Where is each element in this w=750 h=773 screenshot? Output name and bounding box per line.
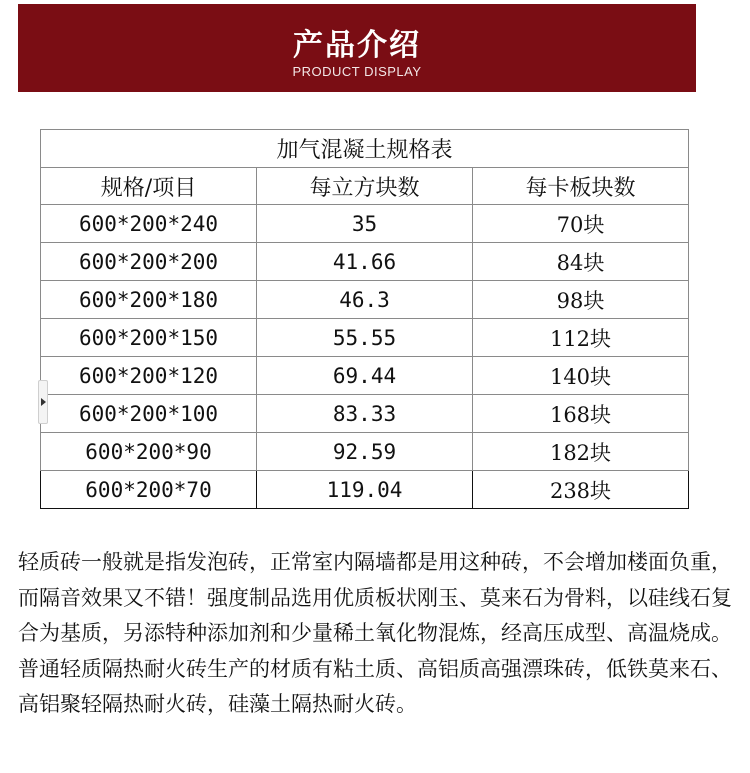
table-row [41,319,689,357]
cell-spec: 600*200*120 [41,357,257,395]
table-row [41,243,689,281]
column-header-per-cubic: 每立方块数 [257,168,473,205]
page-subtitle: PRODUCT DISPLAY [292,64,422,79]
spec-table [40,129,689,509]
cell-per-pallet: 84块 [473,243,689,281]
table-row [41,281,689,319]
page-title: 产品介绍 [293,28,421,63]
cell-per-cubic: 35 [257,205,473,243]
cell-spec: 600*200*200 [41,243,257,281]
cell-per-cubic: 55.55 [257,319,473,357]
cell-per-cubic: 46.3 [257,281,473,319]
column-header-spec: 规格/项目 [41,168,257,205]
cell-spec: 600*200*150 [41,319,257,357]
cell-per-pallet: 70块 [473,205,689,243]
cell-spec: 600*200*240 [41,205,257,243]
table-row [41,433,689,471]
cell-per-pallet: 98块 [473,281,689,319]
cell-per-pallet: 140块 [473,357,689,395]
product-description: 轻质砖一般就是指发泡砖，正常室内隔墙都是用这种砖，不会增加楼面负重，而隔音效果又不错！强度制品选用优质板状刚玉、莫来石为骨料，以硅线石复合为基质，另添特种添加剂和少量稀土氧化物混炼，经高压成型、高温烧成。普通轻质隔热耐火砖生产的材质有粘土质、高铝质高强漂珠砖，低铁莫来石、高铝聚轻隔热耐火砖，硅藻土隔热耐火砖。 [18,550,732,716]
column-header-per-pallet: 每卡板块数 [473,168,689,205]
cell-per-cubic: 41.66 [257,243,473,281]
cell-spec: 600*200*180 [41,281,257,319]
cell-spec: 600*200*70 [41,471,257,509]
cell-spec: 600*200*100 [41,395,257,433]
cell-per-cubic: 69.44 [257,357,473,395]
cell-spec: 600*200*90 [41,433,257,471]
cell-per-pallet: 238块 [473,471,689,509]
cell-per-pallet: 182块 [473,433,689,471]
table-row [41,205,689,243]
cell-per-cubic: 119.04 [257,471,473,509]
table-header-row [41,168,689,205]
table-row [41,395,689,433]
table-row [41,357,689,395]
table-caption: 加气混凝土规格表 [41,130,689,168]
side-expand-handle[interactable] [38,380,48,424]
cell-per-cubic: 92.59 [257,433,473,471]
cell-per-pallet: 168块 [473,395,689,433]
cell-per-pallet: 112块 [473,319,689,357]
caret-right-icon [41,398,46,406]
table-row [41,471,689,509]
header-banner [18,4,696,92]
table-caption-row [41,130,689,168]
cell-per-cubic: 83.33 [257,395,473,433]
